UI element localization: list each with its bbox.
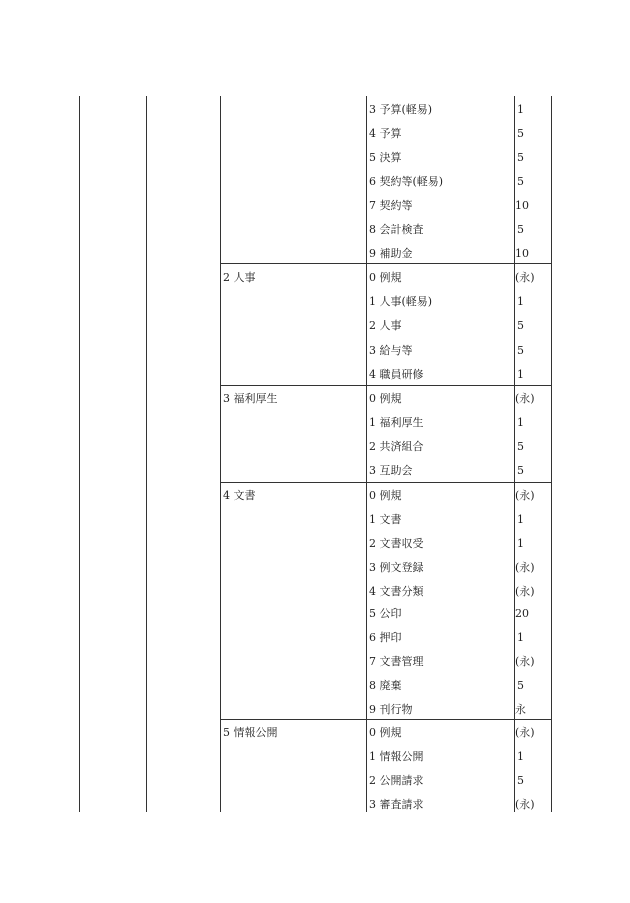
table-border-col2 bbox=[146, 96, 147, 812]
table-cell-item: 4 予算 bbox=[369, 127, 402, 140]
table-cell-period: 5 bbox=[517, 344, 524, 357]
table-cell-period: 5 bbox=[517, 151, 524, 164]
table-cell-period: 1 bbox=[517, 295, 524, 308]
table-cell-category: 4 文書 bbox=[223, 489, 256, 502]
table-cell-item: 0 例規 bbox=[369, 489, 402, 502]
table-cell-item: 6 契約等(軽易) bbox=[369, 175, 444, 188]
table-cell-item: 0 例規 bbox=[369, 392, 402, 405]
table-cell-item: 1 情報公開 bbox=[369, 750, 424, 763]
table-cell-item: 8 会計検査 bbox=[369, 223, 424, 236]
table-cell-category: 5 情報公開 bbox=[223, 726, 278, 739]
group-divider bbox=[220, 385, 551, 386]
table-cell-item: 0 例規 bbox=[369, 726, 402, 739]
table-cell-period: (永) bbox=[515, 798, 535, 811]
table-cell-item: 3 給与等 bbox=[369, 344, 413, 357]
table-cell-item: 3 審査請求 bbox=[369, 798, 424, 811]
table-cell-category: 2 人事 bbox=[223, 271, 256, 284]
table-cell-period: 5 bbox=[517, 774, 524, 787]
table-cell-item: 6 押印 bbox=[369, 631, 402, 644]
table-cell-period: 5 bbox=[517, 440, 524, 453]
table-cell-period: 1 bbox=[517, 513, 524, 526]
table-cell-period: 1 bbox=[517, 368, 524, 381]
table-cell-item: 3 例文登録 bbox=[369, 561, 424, 574]
table-border-col1 bbox=[79, 96, 80, 812]
table-cell-item: 5 公印 bbox=[369, 607, 402, 620]
table-cell-item: 5 決算 bbox=[369, 151, 402, 164]
table-cell-item: 4 文書分類 bbox=[369, 585, 424, 598]
table-cell-item: 7 文書管理 bbox=[369, 655, 424, 668]
table-cell-item: 2 文書収受 bbox=[369, 537, 424, 550]
table-cell-period: 5 bbox=[517, 175, 524, 188]
table-cell-period: (永) bbox=[515, 655, 535, 668]
table-cell-period: 5 bbox=[517, 464, 524, 477]
group-divider bbox=[220, 482, 551, 483]
table-cell-period: 1 bbox=[517, 416, 524, 429]
table-cell-period: 5 bbox=[517, 319, 524, 332]
table-cell-period: (永) bbox=[515, 561, 535, 574]
table-cell-period: 5 bbox=[517, 127, 524, 140]
table-cell-period: 5 bbox=[517, 223, 524, 236]
table-cell-item: 2 共済組合 bbox=[369, 440, 424, 453]
table-cell-item: 2 人事 bbox=[369, 319, 402, 332]
table-cell-period: (永) bbox=[515, 271, 535, 284]
table-border-col3 bbox=[220, 96, 221, 812]
table-cell-period: 10 bbox=[515, 199, 529, 212]
group-divider bbox=[220, 263, 551, 264]
group-divider bbox=[220, 719, 551, 720]
table-cell-item: 3 互助会 bbox=[369, 464, 413, 477]
table-cell-period: 1 bbox=[517, 103, 524, 116]
table-cell-period: 1 bbox=[517, 631, 524, 644]
table-cell-period: 20 bbox=[515, 607, 529, 620]
table-cell-item: 9 刊行物 bbox=[369, 703, 413, 716]
table-cell-period: 10 bbox=[515, 247, 529, 260]
table-cell-period: (永) bbox=[515, 392, 535, 405]
table-cell-item: 1 人事(軽易) bbox=[369, 295, 433, 308]
table-cell-period: (永) bbox=[515, 726, 535, 739]
table-cell-period: 1 bbox=[517, 537, 524, 550]
table-cell-item: 9 補助金 bbox=[369, 247, 413, 260]
table-cell-period: 5 bbox=[517, 679, 524, 692]
table-border-col6 bbox=[551, 96, 552, 812]
table-cell-item: 4 職員研修 bbox=[369, 368, 424, 381]
table-cell-period: 1 bbox=[517, 750, 524, 763]
table-cell-item: 3 予算(軽易) bbox=[369, 103, 433, 116]
table-cell-item: 1 福利厚生 bbox=[369, 416, 424, 429]
table-cell-item: 0 例規 bbox=[369, 271, 402, 284]
table-cell-item: 2 公開請求 bbox=[369, 774, 424, 787]
table-cell-category: 3 福利厚生 bbox=[223, 392, 278, 405]
table-cell-period: (永) bbox=[515, 489, 535, 502]
table-border-col4 bbox=[366, 96, 367, 812]
table-cell-item: 7 契約等 bbox=[369, 199, 413, 212]
table-cell-period: (永) bbox=[515, 585, 535, 598]
table-cell-period: 永 bbox=[515, 703, 526, 716]
table-cell-item: 1 文書 bbox=[369, 513, 402, 526]
table-cell-item: 8 廃棄 bbox=[369, 679, 402, 692]
